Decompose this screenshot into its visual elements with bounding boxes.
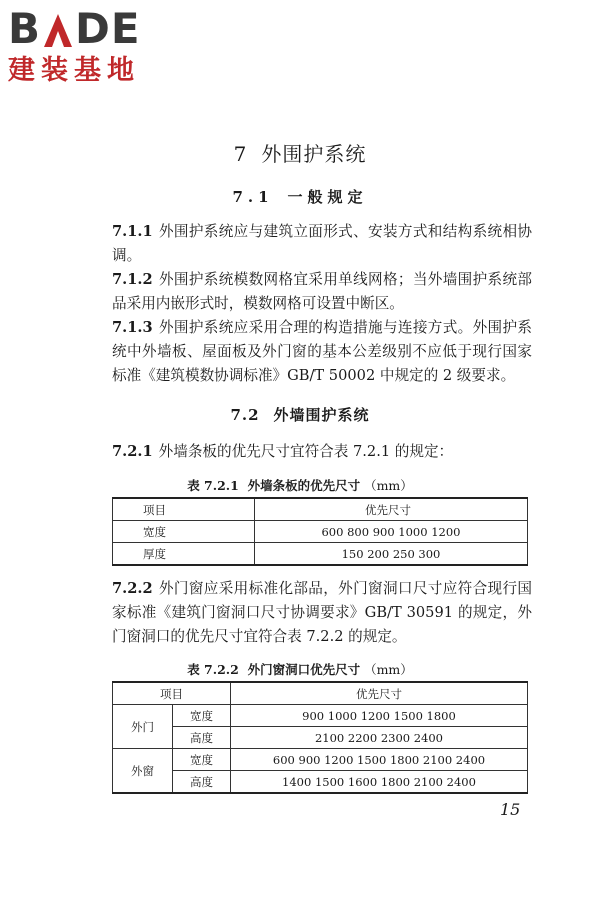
section-number: 7.1 — [232, 188, 274, 206]
table-row — [113, 771, 528, 794]
logo-subtitle: 建装基地 — [8, 55, 140, 86]
header-cell: 优先尺寸 — [231, 682, 528, 705]
row-label: 宽度 — [173, 705, 231, 727]
clause-number: 7.2.1 — [112, 443, 153, 460]
table-number: 表 7.2.2 — [187, 662, 239, 677]
table-row — [113, 543, 528, 566]
section-heading-7-1 — [0, 186, 600, 207]
clause-number: 7.1.3 — [112, 319, 153, 336]
clause-text: 外围护系统应与建筑立面形式、安装方式和结构系统相协调。 — [112, 223, 532, 264]
bade-logo — [8, 6, 178, 88]
logo-a-mark — [41, 10, 75, 48]
table-row — [113, 521, 528, 543]
table-row — [113, 727, 528, 749]
clause-7-1-2 — [112, 268, 532, 316]
clause-7-2-2 — [112, 577, 532, 649]
row-label: 宽度 — [113, 521, 255, 543]
row-value: 600 800 900 1000 1200 — [255, 521, 528, 543]
logo-wordmark: B DE — [8, 4, 141, 53]
section-name: 外墙围护系统 — [273, 406, 370, 424]
clause-number: 7.1.1 — [112, 223, 153, 240]
row-label: 高度 — [173, 727, 231, 749]
table-row — [113, 705, 528, 727]
section-heading-7-2 — [0, 404, 600, 425]
clause-number: 7.1.2 — [112, 271, 153, 288]
clause-7-1-1 — [112, 220, 532, 268]
table-title: 外墙条板的优先尺寸 — [247, 478, 361, 493]
section-number: 7.2 — [230, 406, 260, 424]
clause-text: 外门窗应采用标准化部品，外门窗洞口尺寸应符合现行国家标准《建筑门窗洞口尺寸协调要求》GB/T 30591 的规定，外门窗洞口的优先尺寸宜符合表 7.2.2 的规定。 — [112, 580, 532, 645]
table-7-2-2 — [112, 681, 528, 794]
chapter-number: 7 — [233, 142, 248, 166]
group-label: 外门 — [113, 705, 173, 749]
clause-7-1-3 — [112, 316, 532, 388]
row-value: 150 200 250 300 — [255, 543, 528, 566]
table-unit: （mm） — [364, 478, 413, 493]
chapter-title — [0, 138, 600, 167]
row-value: 1400 1500 1600 1800 2100 2400 — [231, 771, 528, 794]
row-value: 2100 2200 2300 2400 — [231, 727, 528, 749]
table-7-2-1 — [112, 497, 528, 566]
table-7-2-2-caption — [0, 660, 600, 678]
clause-text: 外围护系统应采用合理的构造措施与连接方式。外围护系统中外墙板、屋面板及外门窗的基本公差级别不应低于现行国家标准《建筑模数协调标准》GB/T 50002 中规定的 2 级要求。 — [112, 319, 532, 384]
header-cell: 项目 — [113, 498, 255, 521]
clause-7-2-1 — [112, 440, 532, 464]
chapter-name: 外围护系统 — [261, 142, 367, 166]
row-label: 宽度 — [173, 749, 231, 771]
table-unit: （mm） — [364, 662, 413, 677]
page-number: 15 — [500, 800, 521, 819]
header-cell: 优先尺寸 — [255, 498, 528, 521]
header-cell: 项目 — [113, 682, 231, 705]
row-label: 高度 — [173, 771, 231, 794]
clause-text: 外围护系统模数网格宜采用单线网格；当外墙围护系统部品采用内嵌形式时，模数网格可设置中断区。 — [112, 271, 532, 312]
table-title: 外门窗洞口优先尺寸 — [247, 662, 361, 677]
group-label: 外窗 — [113, 749, 173, 794]
table-header-row — [113, 682, 528, 705]
row-label: 厚度 — [113, 543, 255, 566]
clause-number: 7.2.2 — [112, 580, 153, 597]
row-value: 900 1000 1200 1500 1800 — [231, 705, 528, 727]
table-number: 表 7.2.1 — [187, 478, 239, 493]
table-7-2-1-caption — [0, 476, 600, 494]
section-name: 一般规定 — [287, 188, 368, 206]
clause-text: 外墙条板的优先尺寸宜符合表 7.2.1 的规定： — [158, 443, 454, 460]
table-row — [113, 749, 528, 771]
table-header-row — [113, 498, 528, 521]
row-value: 600 900 1200 1500 1800 2100 2400 — [231, 749, 528, 771]
